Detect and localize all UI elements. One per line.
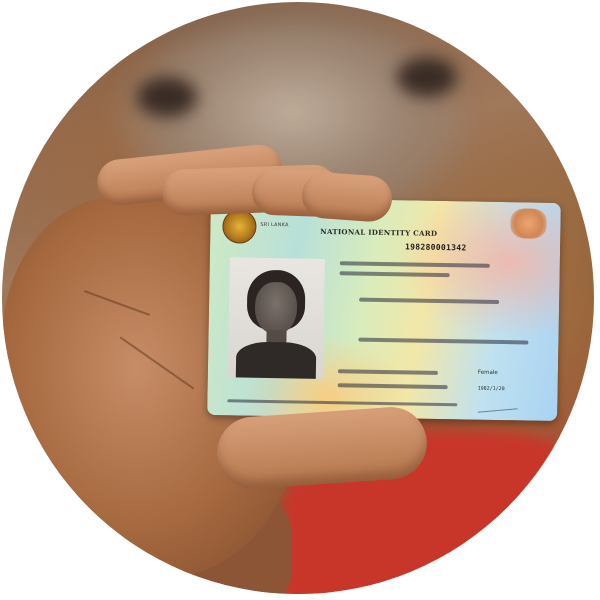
national-emblem-icon [222, 209, 257, 244]
card-hologram [510, 208, 547, 239]
card-gender: Female [477, 369, 498, 376]
card-text-line [227, 399, 457, 406]
little-finger [301, 171, 394, 223]
card-holder-photo [228, 257, 325, 379]
blurred-eye-left [137, 77, 197, 117]
thumb [215, 405, 430, 491]
card-signature [477, 400, 518, 412]
circular-photo-frame [2, 2, 594, 594]
card-id-number: 198280001342 [405, 242, 467, 253]
card-text-line [338, 383, 448, 389]
card-date-of-birth: 1982/1/20 [477, 385, 505, 393]
card-text-line [359, 298, 499, 304]
photo-face [255, 282, 298, 335]
card-text-line [340, 261, 490, 268]
identity-card [207, 197, 561, 421]
photo-body [236, 341, 317, 379]
card-text-line [338, 369, 438, 375]
card-title: NATIONAL IDENTITY CARD [320, 226, 438, 238]
card-text-line [340, 271, 450, 277]
blurred-eye-right [397, 57, 457, 97]
card-text-line [358, 338, 528, 345]
card-country-label: SRI LANKA [260, 221, 289, 229]
